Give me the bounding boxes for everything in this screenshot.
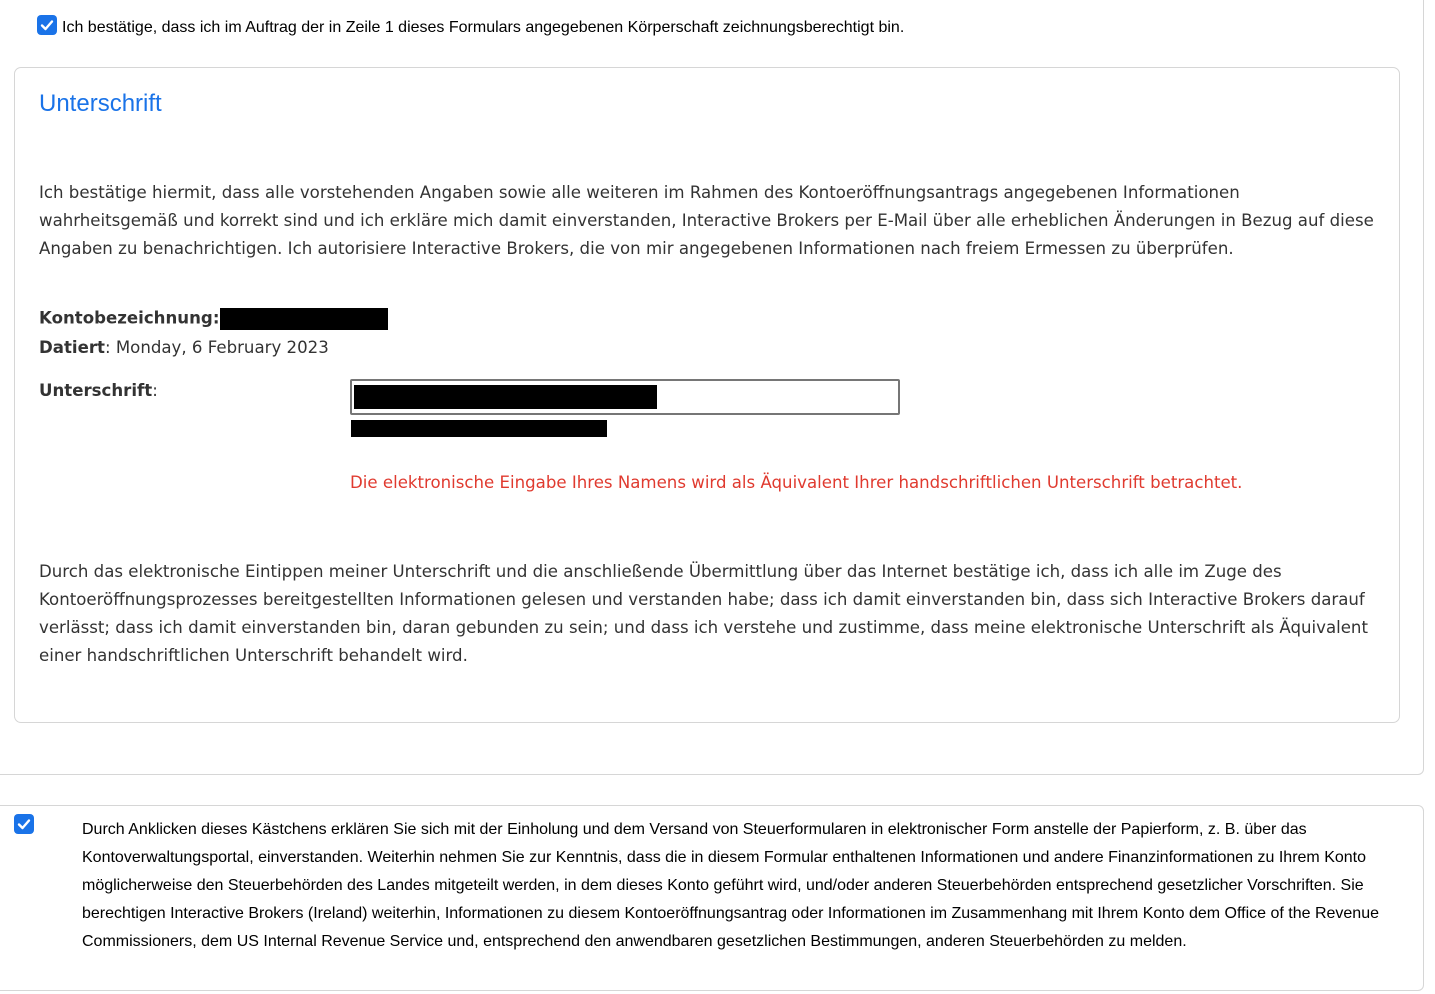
- redacted-signature-value: [354, 385, 657, 409]
- redacted-account-name: [220, 308, 388, 330]
- signature-label: Unterschrift: [39, 381, 153, 400]
- tax-consent-text: Durch Anklicken dieses Kästchens erklären Sie sich mit der Einholung und dem Versand von Steuerformularen in elektronischer Form anstelle der Papierform, z. B. über das Kontoverwaltungsportal, einverstanden. Weiterhin nehmen Sie zur Kenntnis, dass die in diesem Formular enthaltenen Informationen und andere Finanzinformationen zu Ihrem Konto möglicherweise den Steuerbehörden des Landes mitgeteilt werden, in dem dieses Konto geführt wird, und/oder anderen Steuerbehörden entsprechend gesetzlicher Vorschriften. Sie berechtigen Interactive Brokers (Ireland) weiterhin, Informationen zu diesem Kontoeröffnungsantrag oder Informationen im Zusammenhang mit Ihrem Konto dem Office of the Revenue Commissioners, dem US Internal Revenue Service und, entsprechend den anwendbaren gesetzlichen Bestimmungen, anderen Steuerbehörden zu melden.: [82, 821, 1379, 950]
- account-name-row: Kontobezeichnung:: [39, 308, 388, 330]
- electronic-signature-text: Durch das elektronische Eintippen meiner Unterschrift und die anschließende Übermittlung über das Internet bestätige ich, dass ich alle im Zuge des Kontoeröffnungsprozesses bereitgestellten Informationen gelesen und verstanden habe; dass ich damit einverstanden bin, dass sich Interactive Brokers darauf verlässt; dass ich damit einverstanden bin, daran gebunden zu sein; und dass ich verstehe und zustimme, dass meine elektronische Unterschrift als Äquivalent einer handschriftlichen Unterschrift behandelt wird.: [39, 562, 1368, 665]
- tax-consent-card: [0, 805, 1424, 991]
- redacted-expected-name: [351, 420, 607, 437]
- signature-row: Unterschrift:: [39, 381, 158, 400]
- signature-card: [14, 67, 1400, 723]
- signatory-checkbox-label: Ich bestätige, dass ich im Auftrag der in Zeile 1 dieses Formulars angegebenen Körperschaft zeichnungsberechtigt bin.: [62, 19, 905, 36]
- confirmation-text: Ich bestätige hiermit, dass alle vorstehenden Angaben sowie alle weiteren im Rahmen des Kontoeröffnungsantrags angegebenen Informationen wahrheitsgemäß und korrekt sind und ich erkläre mich damit einverstanden, Interactive Brokers per E-Mail über alle erheblichen Änderungen in Bezug auf diese Angaben zu benachrichtigen. Ich autorisiere Interactive Brokers, die von mir angegebenen Informationen nach freiem Ermessen zu überprüfen.: [39, 183, 1374, 258]
- dated-row: Datiert: Monday, 6 February 2023: [39, 338, 329, 357]
- dated-value: Monday, 6 February 2023: [115, 338, 329, 357]
- dated-label: Datiert: [39, 338, 105, 357]
- signature-note: Die elektronische Eingabe Ihres Namens wird als Äquivalent Ihrer handschriftlichen Unterschrift betrachtet.: [350, 473, 1243, 492]
- signature-input[interactable]: [350, 379, 900, 415]
- tax-consent-checkbox[interactable]: [14, 814, 34, 834]
- check-icon: [16, 816, 32, 832]
- signatory-checkbox[interactable]: [37, 15, 57, 35]
- account-name-label: Kontobezeichnung: [39, 308, 213, 328]
- check-icon: [39, 17, 55, 33]
- section-title: Unterschrift: [39, 90, 162, 117]
